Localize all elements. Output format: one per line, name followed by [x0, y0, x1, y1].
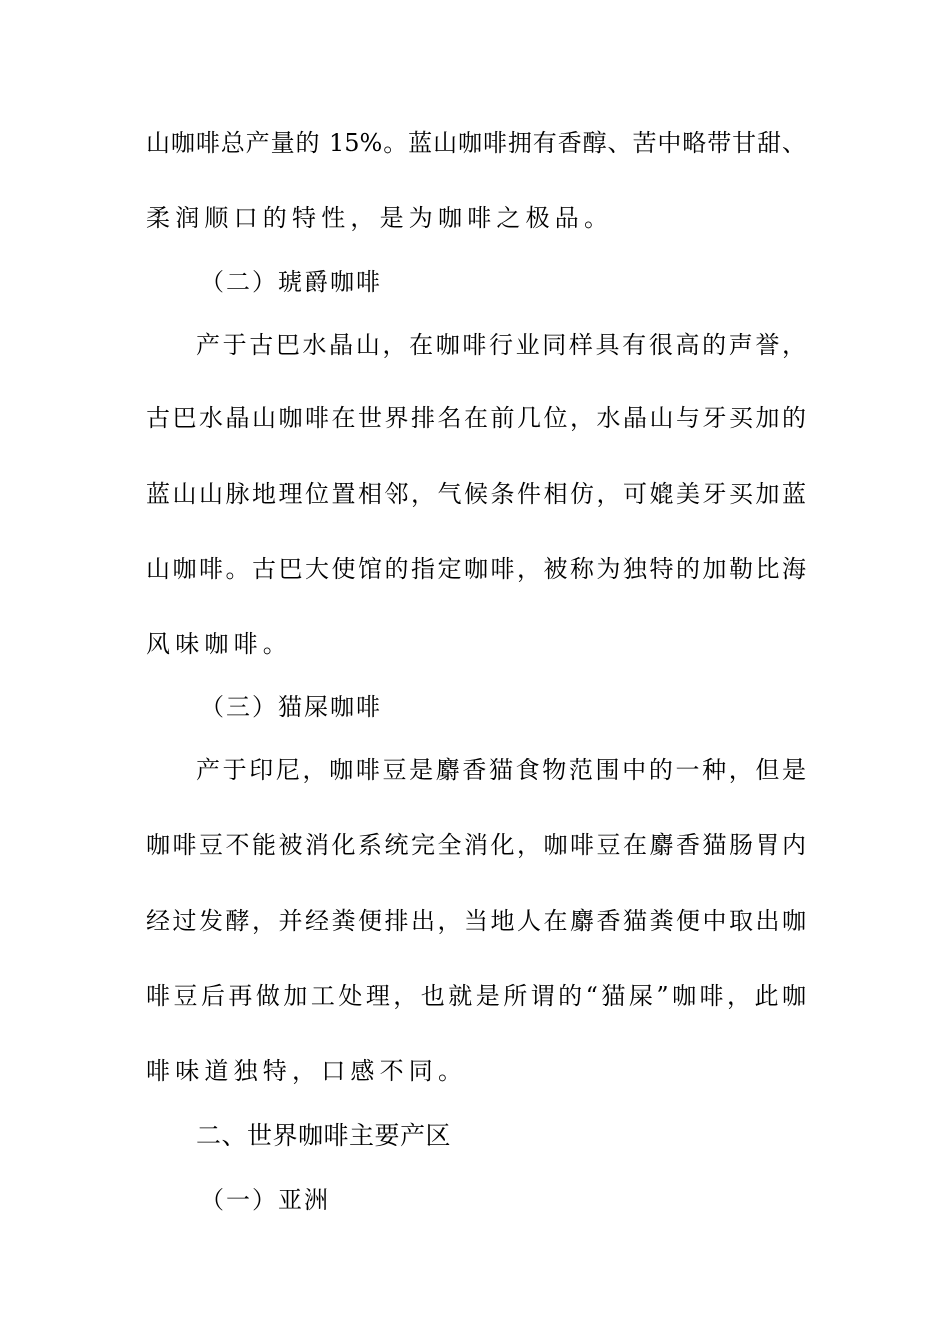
body-line: 啡豆后再做加工处理，也就是所谓的“猫屎”咖啡，此咖: [146, 982, 806, 1010]
body-line: 产于印尼，咖啡豆是麝香猫食物范围中的一种，但是: [196, 756, 806, 784]
body-line: 山咖啡总产量的 15%。蓝山咖啡拥有香醇、苦中略带甘甜、: [146, 129, 806, 157]
body-line: 蓝山山脉地理位置相邻，气候条件相仿，可媲美牙买加蓝: [146, 480, 806, 508]
section-heading-coffee-regions: 二、世界咖啡主要产区: [196, 1121, 452, 1150]
body-line: 产于古巴水晶山，在咖啡行业同样具有很高的声誉，: [196, 331, 806, 359]
body-line: 山咖啡。古巴大使馆的指定咖啡，被称为独特的加勒比海: [146, 555, 806, 583]
subheading-kopi-luwak: （三）猫屎咖啡: [200, 693, 382, 721]
body-line: 啡味道独特，口感不同。: [146, 1057, 468, 1085]
body-line: 经过发酵，并经粪便排出，当地人在麝香猫粪便中取出咖: [146, 907, 806, 935]
body-line: 咖啡豆不能被消化系统完全消化，咖啡豆在麝香猫肠胃内: [146, 831, 806, 859]
body-line: 古巴水晶山咖啡在世界排名在前几位，水晶山与牙买加的: [146, 404, 806, 432]
body-line: 风味咖啡。: [146, 630, 292, 658]
subheading-hujue-coffee: （二）琥爵咖啡: [200, 268, 382, 296]
body-line: 柔润顺口的特性，是为咖啡之极品。: [146, 204, 614, 232]
subheading-asia: （一）亚洲: [200, 1186, 330, 1214]
